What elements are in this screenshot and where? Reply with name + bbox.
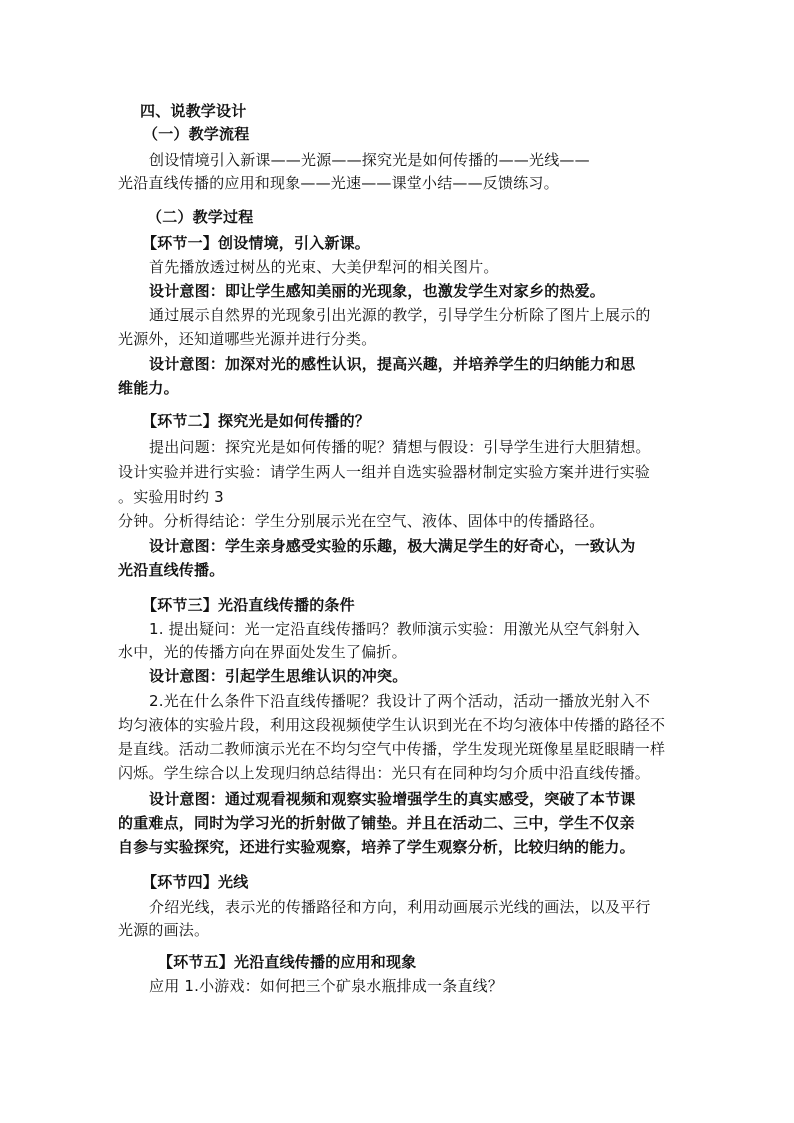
design-intent: 维能力。	[118, 379, 179, 397]
paragraph-line: 应用 1.小游戏：如何把三个矿泉水瓶排成一条直线？	[149, 977, 504, 995]
subheading-teaching-flow: （一）教学流程	[143, 125, 250, 143]
design-intent: 设计意图：加深对光的感性认识，提高兴趣，并培养学生的归纳能力和思	[149, 355, 636, 373]
paragraph-line: 光源的画法。	[118, 921, 210, 939]
paragraph-line: 均匀液体的实验片段，利用这段视频使学生认识到光在不均匀液体中传播的路径不	[118, 716, 666, 734]
paragraph-line: 提出问题：探究光是如何传播的呢？猜想与假设：引导学生进行大胆猜想。	[149, 438, 651, 456]
section-title-step-2: 【环节二】探究光是如何传播的？	[142, 412, 371, 430]
section-title-step-1: 【环节一】创设情境，引入新课。	[142, 234, 371, 252]
paragraph-line: 介绍光线，表示光的传播路径和方向，利用动画展示光线的画法，以及平行	[149, 898, 651, 916]
section-heading-teaching-design: 四、说教学设计	[140, 102, 247, 120]
section-title-step-3: 【环节三】光沿直线传播的条件	[142, 596, 355, 614]
paragraph-line: 光沿直线传播的应用和现象——光速——课堂小结——反馈练习。	[118, 174, 559, 192]
paragraph-line: 分钟。分析得结论：学生分别展示光在空气、液体、固体中的传播路径。	[118, 512, 605, 530]
paragraph-line: 1. 提出疑问：光一定沿直线传播吗？教师演示实验：用激光从空气斜射入	[149, 620, 640, 638]
design-intent: 设计意图：即让学生感知美丽的光现象，也激发学生对家乡的热爱。	[149, 282, 606, 300]
paragraph-line: 首先播放透过树丛的光束、大美伊犁河的相关图片。	[149, 258, 499, 276]
paragraph-line: 2.光在什么条件下沿直线传播呢？我设计了两个活动，活动一播放光射入不	[149, 692, 651, 710]
paragraph-line: 创设情境引入新课——光源——探究光是如何传播的——光线——	[149, 151, 590, 169]
design-intent: 自参与实验探究，还进行实验观察，培养了学生观察分析，比较归纳的能力。	[118, 838, 635, 856]
section-title-step-4: 【环节四】光线	[142, 873, 249, 891]
paragraph-line: 是直线。活动二教师演示光在不均匀空气中传播，学生发现光斑像星星眨眼睛一样	[118, 740, 666, 758]
paragraph-line: 光源外，还知道哪些光源并进行分类。	[118, 330, 377, 348]
paragraph-line: 闪烁。学生综合以上发现归纳总结得出：光只有在同种均匀介质中沿直线传播。	[118, 764, 651, 782]
subheading-teaching-process: （二）教学过程	[147, 208, 254, 226]
paragraph-line: 设计实验并进行实验：请学生两人一组并自选实验器材制定实验方案并进行实验	[118, 463, 651, 481]
design-intent: 光沿直线传播。	[118, 561, 225, 579]
design-intent: 的重难点，同时为学习光的折射做了铺垫。并且在活动二、三中，学生不仅亲	[118, 814, 635, 832]
section-title-step-5: 【环节五】光沿直线传播的应用和现象	[158, 953, 417, 971]
design-intent: 设计意图：学生亲身感受实验的乐趣，极大满足学生的好奇心，一致认为	[149, 537, 636, 555]
design-intent: 设计意图：引起学生思维认识的冲突。	[149, 667, 408, 685]
paragraph-line: 通过展示自然界的光现象引出光源的教学，引导学生分析除了图片上展示的	[149, 306, 651, 324]
design-intent: 设计意图：通过观看视频和观察实验增强学生的真实感受，突破了本节课	[149, 790, 636, 808]
paragraph-line: 。实验用时约 3	[118, 488, 224, 506]
paragraph-line: 水中，光的传播方向在界面处发生了偏折。	[118, 643, 407, 661]
